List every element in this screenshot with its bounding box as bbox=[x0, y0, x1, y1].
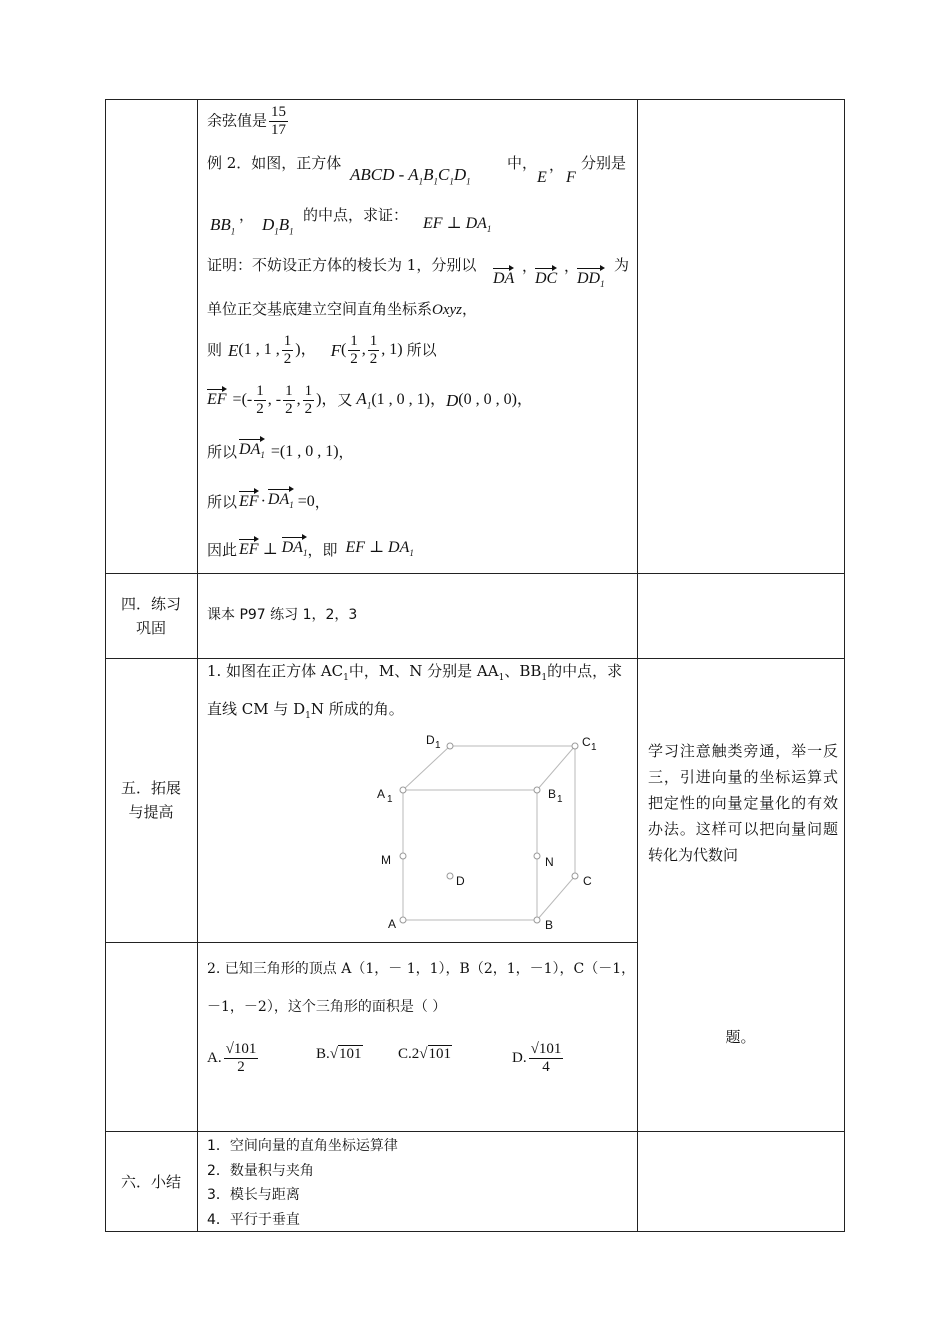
d1b1-label bbox=[262, 216, 294, 236]
label-a1-sub: 1 bbox=[387, 794, 393, 805]
vector-dd1-sub: 1 bbox=[600, 279, 605, 290]
vector-ef: EF bbox=[207, 391, 227, 408]
row4-title bbox=[105, 592, 197, 640]
cosine-prefix: 余弦值是 bbox=[207, 111, 268, 130]
ef-half-1-d: 2 bbox=[256, 400, 264, 417]
proof-line1-suffix-text: 为 bbox=[614, 256, 630, 274]
f-half-2-d: 2 bbox=[369, 350, 378, 367]
option-a-den: 2 bbox=[237, 1058, 245, 1075]
q1-bb1-sub: 1 bbox=[541, 673, 548, 683]
cosine-num: 15 bbox=[271, 104, 287, 120]
f-comma: , bbox=[361, 341, 366, 358]
row5-title-2: 与提高 bbox=[128, 803, 174, 821]
ef-half-1 bbox=[254, 383, 266, 418]
q2-line1 bbox=[207, 962, 635, 976]
bb-sub: 1 bbox=[230, 226, 236, 237]
line7-vector-da1-text: DA bbox=[281, 538, 303, 556]
edge-a1-d1 bbox=[403, 746, 450, 790]
dot-operator: · bbox=[260, 493, 266, 510]
e-half bbox=[282, 333, 294, 368]
table-border-q2-end bbox=[105, 1131, 845, 1132]
proof-vec-da bbox=[493, 270, 514, 287]
dot-equals: =0 bbox=[297, 493, 315, 510]
proof-line3 bbox=[207, 330, 437, 370]
point-e-label: E bbox=[537, 169, 547, 186]
comma-bd-text: ， bbox=[239, 206, 255, 224]
claim-label: EF ⊥ DA bbox=[423, 215, 487, 232]
table-border-top bbox=[105, 99, 845, 100]
d1b1-d: D bbox=[262, 215, 275, 234]
also-text: 又 bbox=[337, 390, 353, 409]
f-tail: , 1) bbox=[381, 341, 403, 358]
teaching-note bbox=[648, 738, 838, 868]
teaching-note-end bbox=[637, 1025, 844, 1049]
proof-line7 bbox=[207, 530, 414, 558]
point-n bbox=[534, 853, 540, 859]
row4-content bbox=[207, 608, 357, 622]
table-border-col1 bbox=[197, 99, 198, 1232]
line7-vector-ef: EF bbox=[239, 541, 259, 558]
e-half-d: 2 bbox=[283, 350, 292, 367]
point-f bbox=[566, 170, 576, 186]
proof-line5 bbox=[207, 432, 354, 460]
teaching-note-end-text: 题。 bbox=[725, 1028, 756, 1046]
row5-title bbox=[105, 776, 197, 824]
vertex-b1 bbox=[534, 787, 540, 793]
ef-half-3-d: 2 bbox=[304, 400, 313, 417]
vector-dd1-text: DD bbox=[577, 270, 601, 287]
da1-values: =(1 , 0 , 1) bbox=[270, 443, 339, 460]
e-coord-label: E bbox=[228, 340, 239, 360]
a1-sub: 1 bbox=[366, 400, 372, 411]
ef-comma-minus: , - bbox=[267, 391, 282, 408]
ef-equals: =(- bbox=[232, 391, 253, 408]
point-m bbox=[400, 853, 406, 859]
proof-vec-dd1 bbox=[577, 270, 605, 289]
table-border-col2 bbox=[637, 99, 638, 1232]
option-a-num: √101 bbox=[225, 1040, 257, 1057]
line6-vector-ef: EF bbox=[239, 493, 259, 510]
vertex-a bbox=[400, 917, 406, 923]
label-c1: C bbox=[582, 735, 591, 749]
option-d-num: √101 bbox=[530, 1040, 562, 1057]
option-d-rad: 101 bbox=[538, 1040, 562, 1057]
row4-title-1: 四．练习 bbox=[120, 595, 181, 613]
example2-label: 例 2．如图，正方体 bbox=[207, 154, 342, 172]
a1-label bbox=[356, 390, 371, 410]
vertex-d bbox=[447, 873, 453, 879]
a1-comma: ， bbox=[429, 391, 446, 408]
example2-line1 bbox=[207, 156, 341, 171]
option-d-den: 4 bbox=[542, 1058, 550, 1075]
a1-letter: A bbox=[356, 388, 367, 408]
option-a bbox=[207, 1036, 260, 1080]
f-open: ( bbox=[340, 341, 347, 358]
f-half-2-n: 1 bbox=[369, 332, 378, 349]
option-b bbox=[316, 1046, 363, 1062]
d-label: D bbox=[445, 390, 459, 410]
vector-da1-sub: 1 bbox=[260, 450, 265, 460]
cube-name-a: ABCD - A bbox=[350, 165, 419, 184]
proof-line6 bbox=[207, 482, 330, 510]
claim-text bbox=[423, 216, 491, 234]
ef-half-3-n: 1 bbox=[304, 382, 313, 399]
q1-line1-d: 的中点，求 bbox=[547, 662, 623, 680]
cube-name-b: B bbox=[423, 165, 434, 184]
d-comma: ， bbox=[516, 391, 533, 408]
option-a-label: A. bbox=[207, 1049, 222, 1066]
proof-line2 bbox=[207, 302, 477, 318]
d1b1-sub2: 1 bbox=[289, 226, 294, 237]
line6-comma: ， bbox=[314, 493, 330, 511]
label-c: C bbox=[583, 874, 592, 888]
f-half-1 bbox=[348, 333, 360, 368]
table-border-row4-end bbox=[105, 658, 845, 659]
option-b-rad: 101 bbox=[339, 1046, 362, 1062]
edge-b1-c1 bbox=[537, 746, 575, 790]
cosine-den: 17 bbox=[271, 122, 287, 138]
point-f-label: F bbox=[566, 169, 576, 186]
a1-values: (1 , 0 , 1) bbox=[371, 391, 430, 408]
vertex-a1 bbox=[400, 787, 406, 793]
q1-line1 bbox=[207, 664, 622, 683]
point-e bbox=[537, 170, 547, 186]
comma-ef-text: ， bbox=[549, 156, 565, 174]
midpoint-label: 的中点，求证： bbox=[303, 206, 409, 224]
claim-sub: 1 bbox=[486, 224, 492, 235]
option-a-frac bbox=[224, 1041, 259, 1076]
table-border-row5-end bbox=[105, 942, 638, 943]
q2-line2 bbox=[207, 1000, 446, 1014]
final-claim-text: EF ⊥ DA bbox=[345, 538, 410, 556]
f-coord-label: F bbox=[330, 340, 341, 360]
vector-dd1 bbox=[577, 271, 605, 289]
cube-name bbox=[350, 166, 471, 186]
summary-item-3: 3．模长与距离 bbox=[207, 1187, 300, 1203]
d1b1-sub1: 1 bbox=[274, 226, 279, 237]
row4-title-2: 巩固 bbox=[135, 619, 166, 637]
proof-vec-dc bbox=[535, 270, 557, 287]
option-d-label: D. bbox=[512, 1049, 527, 1066]
line5-comma: ， bbox=[338, 443, 354, 461]
ef-half-2-n: 1 bbox=[285, 382, 293, 399]
ef-half-2 bbox=[283, 383, 295, 418]
label-d1: D bbox=[426, 733, 435, 747]
label-n: N bbox=[545, 855, 554, 869]
vector-da1-text: DA bbox=[239, 440, 261, 458]
q2-line2-text: －1，－2），这个三角形的面积是（ ） bbox=[207, 999, 447, 1015]
q2-line1-text: 2. 已知三角形的顶点 A（1，－ 1，1），B（2，1，－1），C（－1， bbox=[207, 961, 636, 977]
vertex-b bbox=[534, 917, 540, 923]
row5-title-1: 五．拓展 bbox=[120, 779, 181, 797]
vector-dc: DC bbox=[535, 270, 558, 287]
summary-item-1: 1．空间向量的直角坐标运算律 bbox=[207, 1138, 398, 1154]
cube-name-sub-d: 1 bbox=[466, 176, 471, 187]
row4-content-text: 课本 P97 练习 1，2，3 bbox=[207, 607, 358, 623]
cube-name-d: D bbox=[453, 165, 467, 184]
option-b-sqrt: √101 bbox=[329, 1046, 362, 1062]
q1-line2 bbox=[207, 702, 404, 721]
option-c-rad: 101 bbox=[428, 1046, 451, 1062]
line6-vector-da1 bbox=[268, 492, 294, 510]
f-half-1-n: 1 bbox=[350, 332, 358, 349]
q1-line2-b: N 所成的角。 bbox=[310, 700, 404, 718]
option-c-sqrt: √101 bbox=[419, 1046, 451, 1062]
proof-line4 bbox=[207, 380, 533, 420]
q1-d1-sub: 1 bbox=[305, 711, 311, 721]
edge-b-c bbox=[537, 876, 575, 920]
midpoint-text bbox=[303, 208, 408, 223]
cube-name-sub-b: 1 bbox=[433, 176, 439, 187]
ef-half-2-d: 2 bbox=[285, 400, 293, 417]
proof-line2-text: 单位正交基底建立空间直角坐标系 bbox=[207, 300, 433, 318]
ef-close: )， bbox=[316, 391, 338, 408]
fen-label: 分别是 bbox=[581, 154, 627, 172]
f-half-1-d: 2 bbox=[350, 350, 358, 367]
e-coord-values: (1 , 1 , bbox=[238, 341, 280, 358]
teaching-note-text: 学习注意触类旁通，举一反三，引进向量的坐标运算式把定性的向量定量化的有效办法。这样可以把向量问题转化为代数问 bbox=[648, 742, 838, 864]
label-a: A bbox=[388, 917, 397, 931]
proof-line2-end: ， bbox=[462, 300, 478, 318]
cosine-fraction bbox=[269, 104, 288, 139]
cube-name-c: C bbox=[438, 165, 450, 184]
ef-half-3 bbox=[303, 383, 315, 418]
label-d: D bbox=[456, 874, 465, 888]
label-b1-sub: 1 bbox=[557, 794, 563, 805]
proof-comma2-text: ， bbox=[564, 257, 580, 275]
label-d1-sub: 1 bbox=[435, 740, 441, 751]
d-values: (0 , 0 , 0) bbox=[458, 391, 517, 408]
summary-item-4: 4．平行于垂直 bbox=[207, 1211, 300, 1228]
cube-name-sub-c: 1 bbox=[449, 176, 454, 187]
example2-middle bbox=[507, 156, 537, 171]
line6-vector-da1-text: DA bbox=[267, 490, 290, 508]
table-border-right bbox=[844, 99, 845, 1232]
vector-da1 bbox=[239, 442, 265, 460]
vector-da: DA bbox=[493, 270, 515, 287]
fen-text bbox=[581, 156, 626, 171]
line6-prefix: 所以 bbox=[207, 493, 238, 511]
e-close: )， bbox=[295, 341, 317, 358]
label-c1-sub: 1 bbox=[591, 742, 597, 753]
label-b: B bbox=[545, 918, 554, 932]
line5-prefix: 所以 bbox=[207, 443, 238, 461]
line7-prefix: 因此 bbox=[207, 541, 238, 559]
perp-operator: ⊥ bbox=[262, 541, 278, 558]
proof-line1-suffix bbox=[614, 258, 629, 273]
vertex-c1 bbox=[572, 743, 578, 749]
f-half-2 bbox=[368, 333, 380, 368]
then-text: 则 bbox=[207, 340, 223, 359]
line6-vector-da1-sub: 1 bbox=[289, 500, 294, 510]
q1-line1-b: 中，M、N 分别是 AA bbox=[348, 662, 499, 680]
oxyz-label: Oxyz bbox=[432, 302, 463, 318]
comma-bd bbox=[239, 208, 254, 223]
option-d bbox=[512, 1036, 565, 1080]
option-a-rad: 101 bbox=[233, 1040, 257, 1057]
row6-title bbox=[105, 1170, 197, 1194]
q1-line1-a: 1. 如图在正方体 AC bbox=[207, 662, 344, 680]
final-claim-sub: 1 bbox=[409, 548, 414, 558]
cube-name-sub-a: 1 bbox=[418, 176, 424, 187]
final-claim bbox=[345, 540, 413, 558]
ef-half-1-n: 1 bbox=[256, 382, 264, 399]
table-border-row3-end bbox=[105, 573, 845, 574]
label-m: M bbox=[381, 853, 391, 867]
line7-vector-da1 bbox=[282, 540, 308, 558]
d1b1-b: B bbox=[278, 215, 290, 234]
summary-list bbox=[207, 1134, 398, 1232]
middle-text: 中， bbox=[507, 154, 538, 172]
table-border-left bbox=[105, 99, 106, 1232]
summary-item-2: 2．数量积与夹角 bbox=[207, 1162, 314, 1179]
line7-vector-da1-sub: 1 bbox=[302, 548, 308, 558]
bb1-label bbox=[210, 216, 235, 236]
option-b-label: B. bbox=[316, 1046, 330, 1062]
label-a1: A bbox=[377, 787, 386, 801]
q1-line1-c: 、BB bbox=[504, 662, 542, 680]
q1-line2-a: 直线 CM 与 D bbox=[207, 700, 306, 718]
cube-figure bbox=[370, 728, 610, 938]
bb-text: BB bbox=[210, 215, 231, 234]
ie-text: ，即 bbox=[307, 541, 338, 559]
vertex-c bbox=[572, 873, 578, 879]
vertex-d1 bbox=[447, 743, 453, 749]
ef-comma: , bbox=[296, 391, 301, 408]
e-half-n: 1 bbox=[283, 332, 292, 349]
option-d-frac bbox=[529, 1041, 564, 1076]
so-text: 所以 bbox=[406, 340, 437, 359]
proof-line1 bbox=[207, 258, 476, 273]
q1-aa1-sub: 1 bbox=[498, 673, 505, 683]
option-c bbox=[398, 1046, 452, 1062]
option-c-label: C.2 bbox=[398, 1046, 420, 1062]
q1-ac1-sub: 1 bbox=[343, 673, 349, 683]
cosine-line bbox=[207, 104, 290, 139]
proof-line1-prefix: 证明：不妨设正方体的棱长为 1，分别以 bbox=[207, 256, 477, 274]
proof-comma1-text: ， bbox=[522, 257, 538, 275]
row6-title-text: 六．小结 bbox=[120, 1173, 181, 1191]
label-b1: B bbox=[548, 787, 557, 801]
comma-ef bbox=[549, 158, 564, 173]
